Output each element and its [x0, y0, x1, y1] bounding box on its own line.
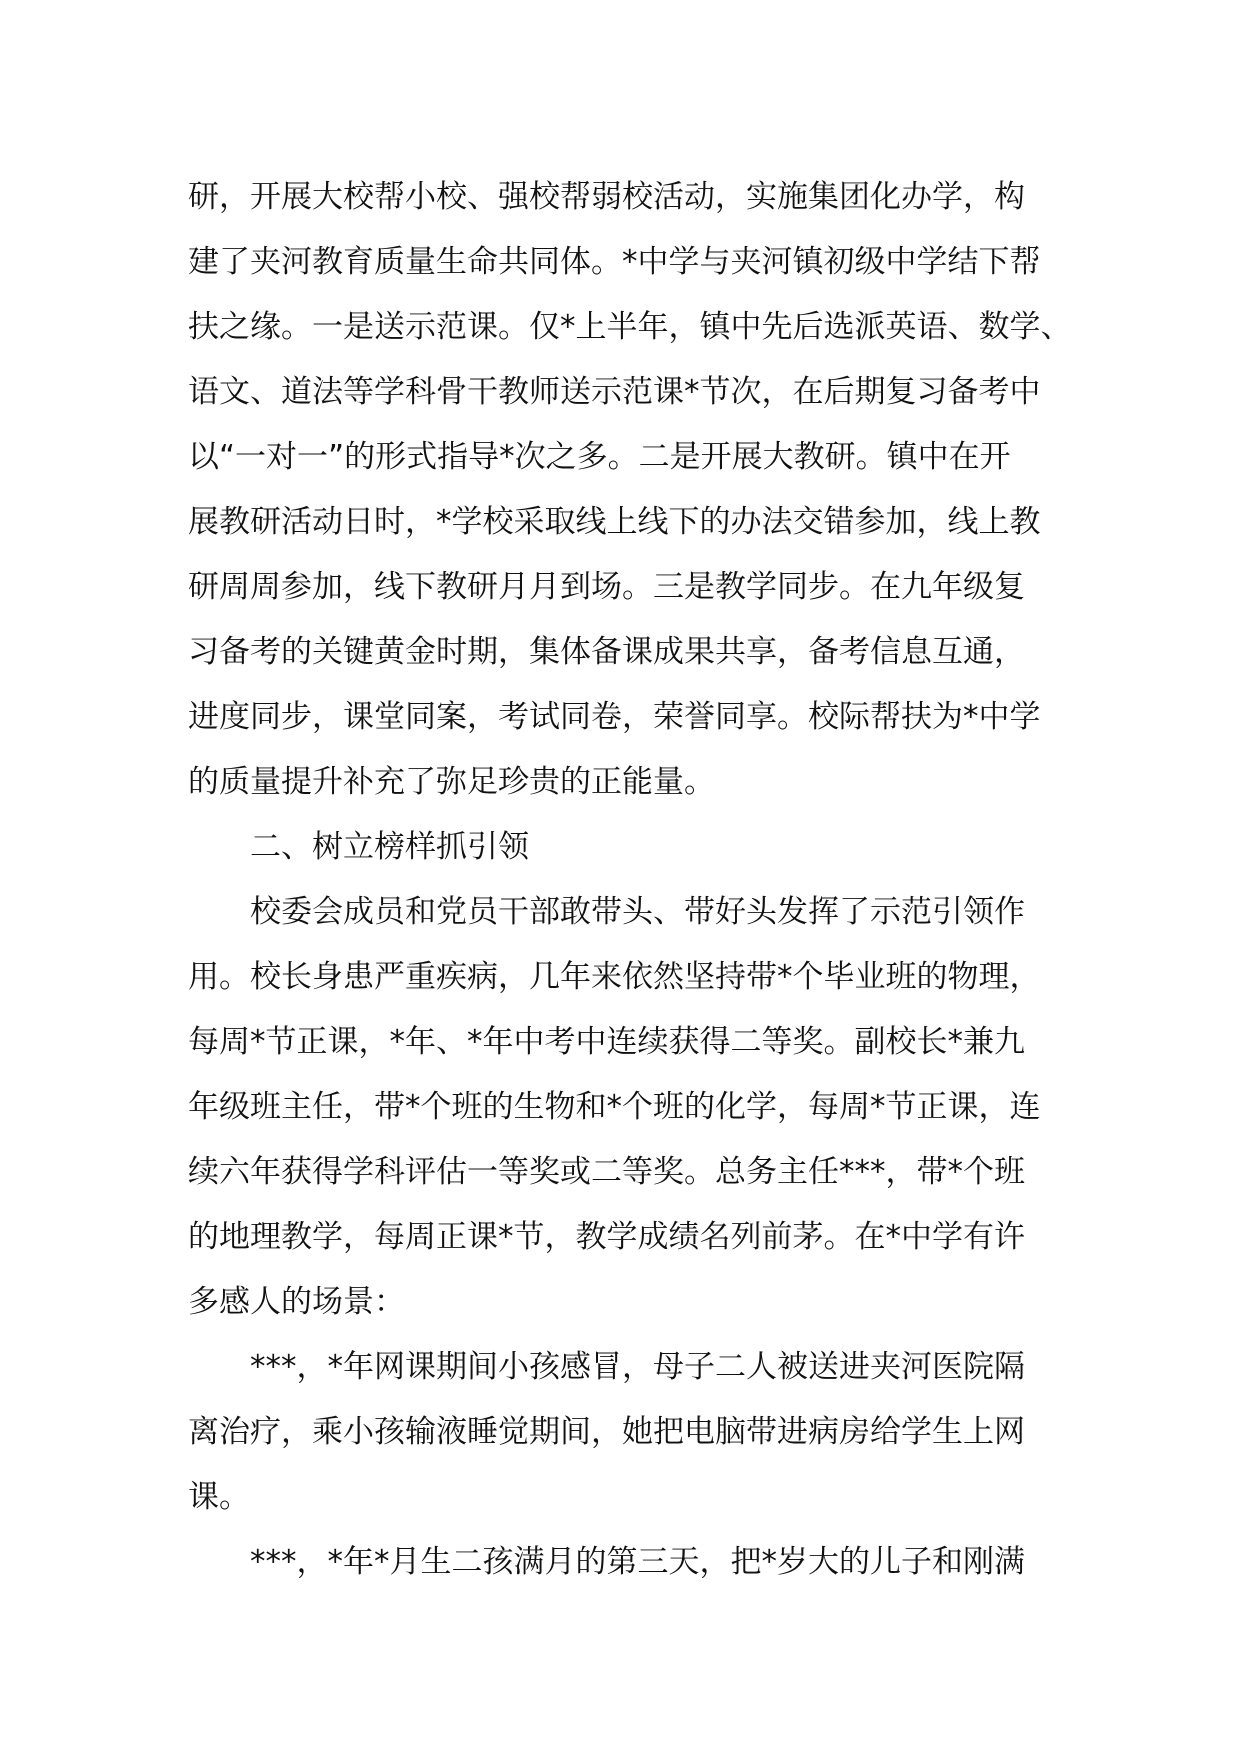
text-line: 研，开展大校帮小校、强校帮弱校活动，实施集团化办学，构 [188, 179, 1025, 215]
text-line: 语文、道法等学科骨干教师送示范课*节次，在后期复习备考中 [188, 374, 1041, 410]
text-line: 续六年获得学科评估一等奖或二等奖。总务主任***，带*个班 [188, 1154, 1025, 1190]
text-line: 展教研活动日时，*学校采取线上线下的办法交错参加，线上教 [188, 504, 1041, 540]
text-line: 用。校长身患严重疾病，几年来依然坚持带*个毕业班的物理， [188, 959, 1041, 995]
text-line: 建了夹河教育质量生命共同体。*中学与夹河镇初级中学结下帮 [188, 244, 1041, 280]
text-line: 课。 [188, 1479, 250, 1515]
section-heading: 二、树立榜样抓引领 [250, 829, 529, 865]
text-line: 离治疗，乘小孩输液睡觉期间，她把电脑带进病房给学生上网 [188, 1414, 1025, 1450]
body-text [188, 165, 1072, 1595]
text-line: 进度同步，课堂同案，考试同卷，荣誉同享。校际帮扶为*中学 [188, 699, 1041, 735]
text-line: 年级班主任，带*个班的生物和*个班的化学，每周*节正课，连 [188, 1089, 1041, 1125]
text-line: 研周周参加，线下教研月月到场。三是教学同步。在九年级复 [188, 569, 1025, 605]
text-line: 扶之缘。一是送示范课。仅*上半年，镇中先后选派英语、数学、 [188, 309, 1072, 345]
text-line: 的质量提升补充了弥足珍贵的正能量。 [188, 764, 715, 800]
text-line: 习备考的关键黄金时期，集体备课成果共享，备考信息互通， [188, 634, 1025, 670]
text-line: 每周*节正课，*年、*年中考中连续获得二等奖。副校长*兼九 [188, 1024, 1025, 1060]
text-line: ***，*年*月生二孩满月的第三天，把*岁大的儿子和刚满 [250, 1544, 1025, 1580]
text-line: 校委会成员和党员干部敢带头、带好头发挥了示范引领作 [250, 894, 1025, 930]
text-line: 多感人的场景： [188, 1284, 405, 1320]
text-line: 的地理教学，每周正课*节，教学成绩名列前茅。在*中学有许 [188, 1219, 1025, 1255]
text-line: 以“一对一”的形式指导*次之多。二是开展大教研。镇中在开 [188, 439, 1011, 475]
text-line: ***，*年网课期间小孩感冒，母子二人被送进夹河医院隔 [250, 1349, 1025, 1385]
